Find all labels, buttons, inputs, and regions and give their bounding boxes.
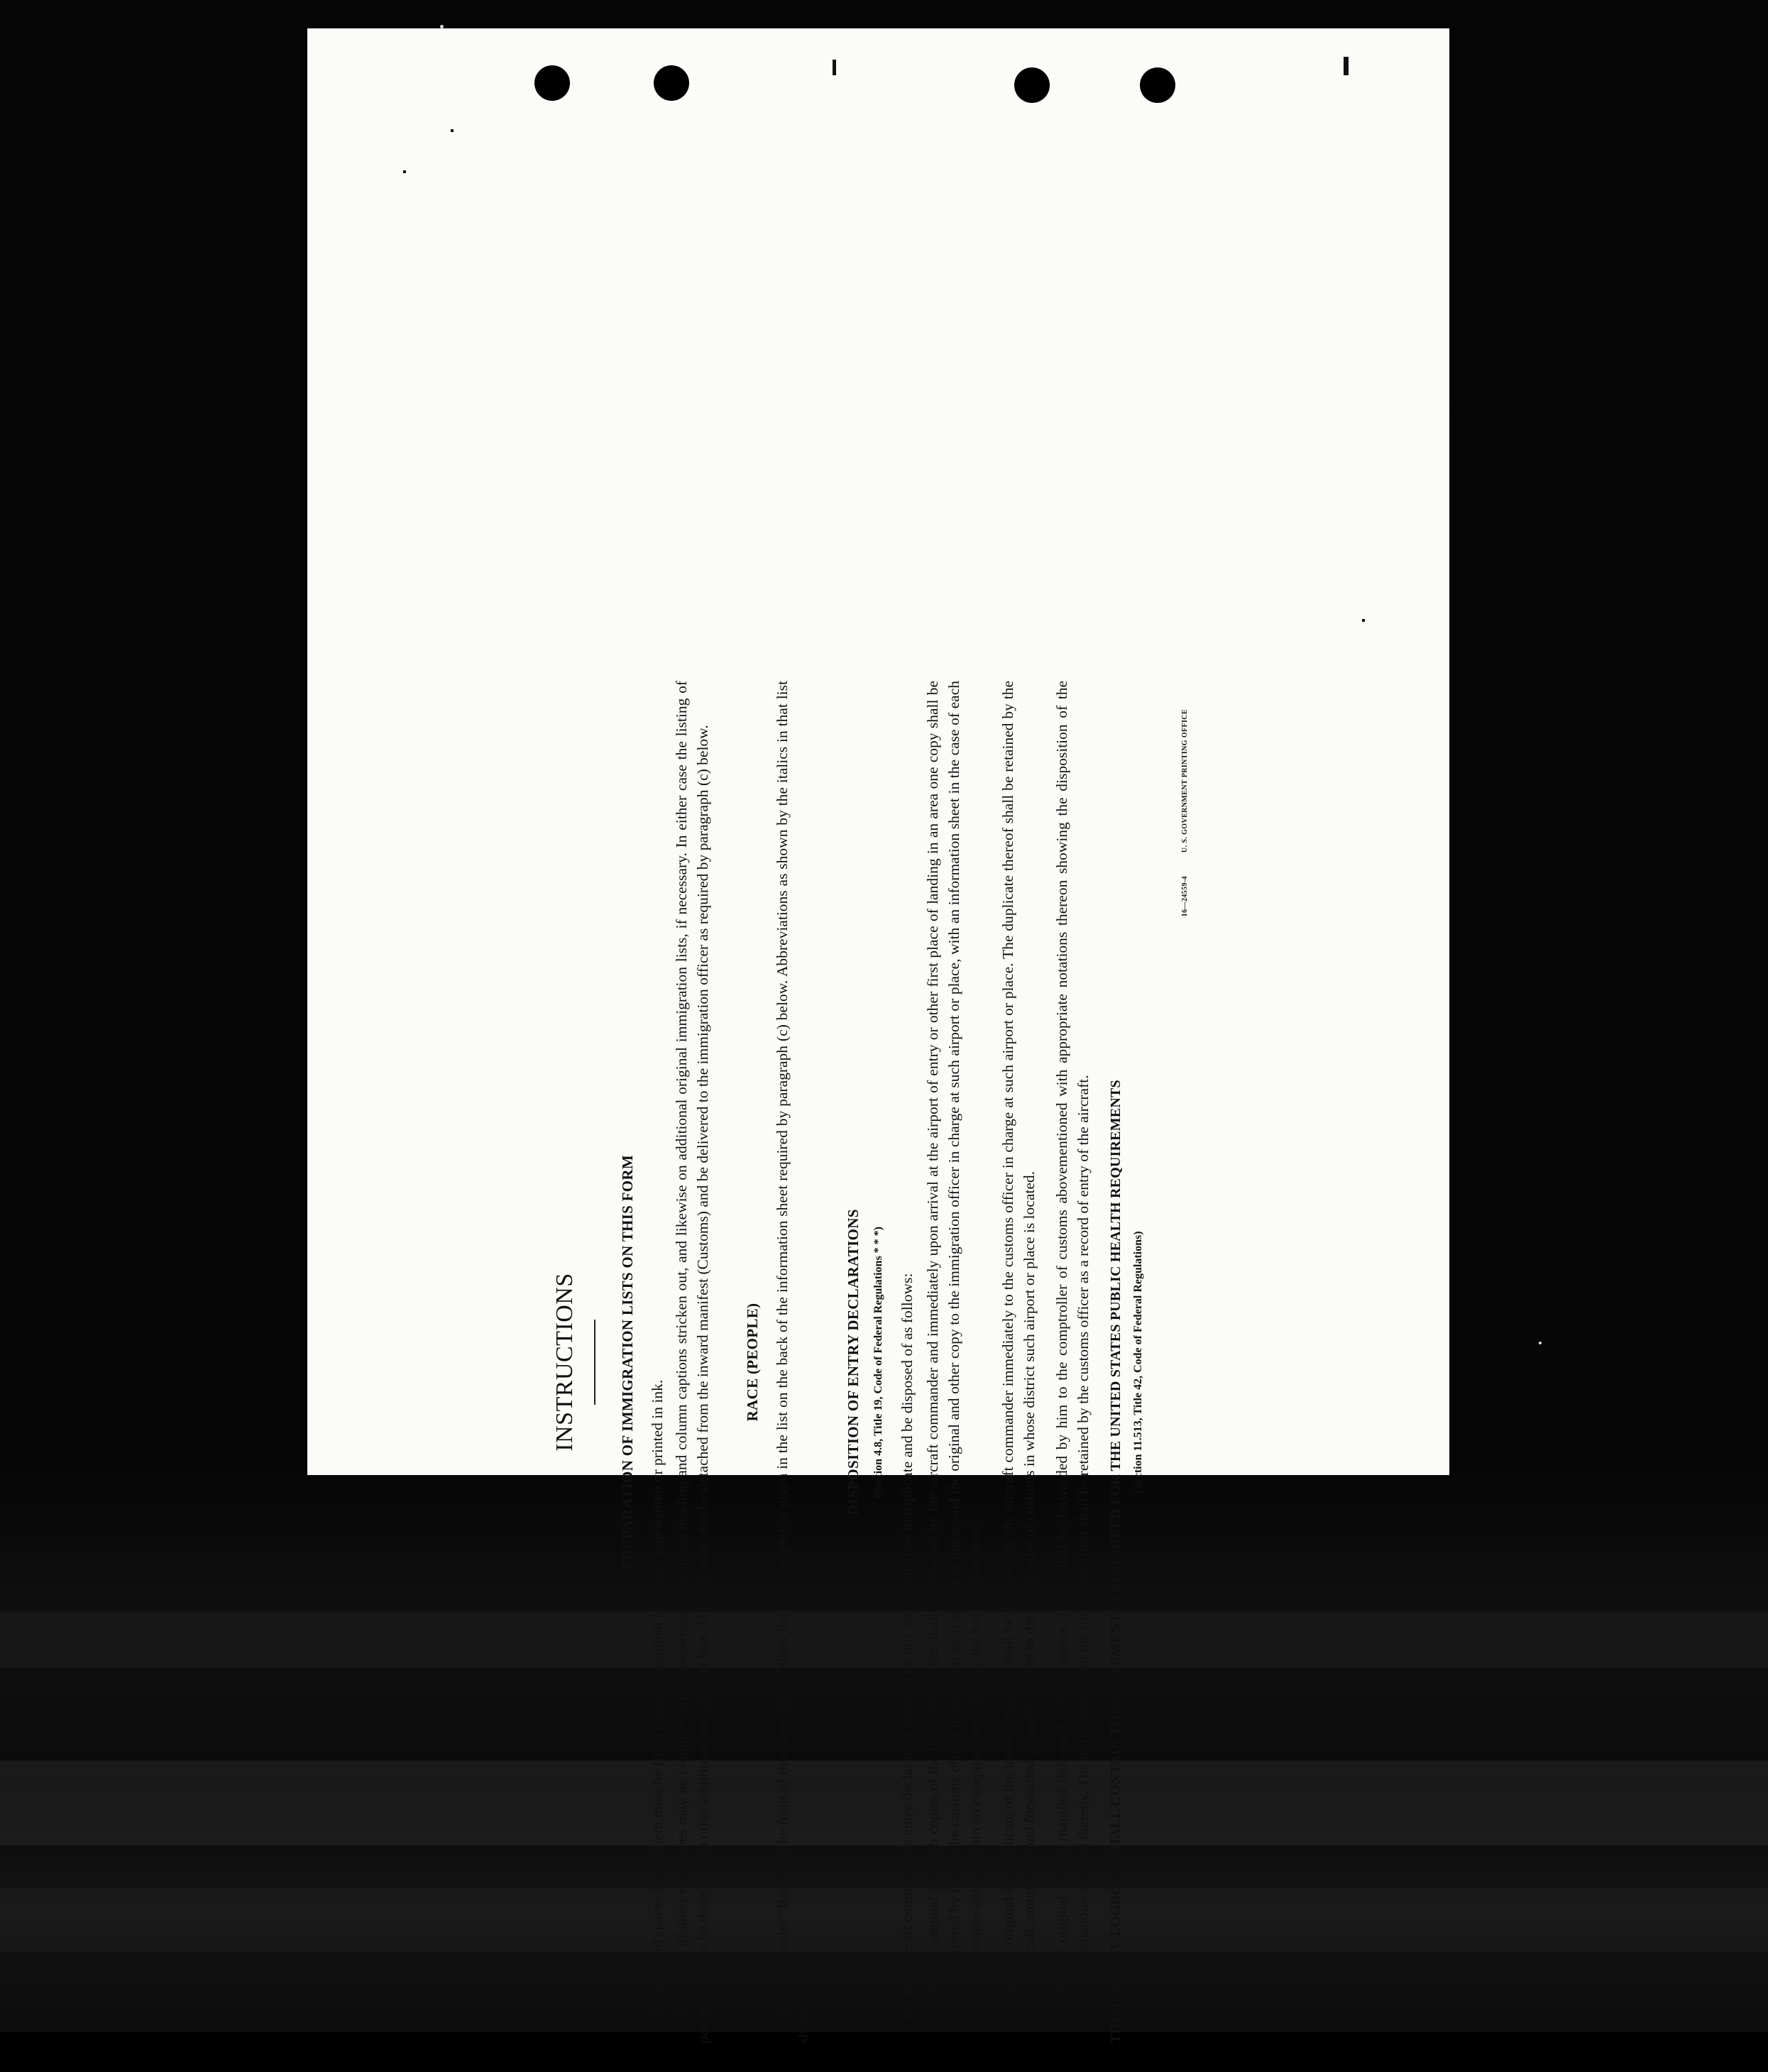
form-number: 16—24559-4 (1181, 875, 1189, 917)
list-item (1051, 681, 1094, 2001)
paragraph-preparation-2: The listing of alien employees may be continued in the passenger list with its heading and column captions stricken out, and likewise on additional original immigration lists, if necessary. In either case the listing of passengers must be done only on other additional immigration lists. The lists must also be detached from the inward manifest (Customs) and be delivered to the immigration officer as required by paragraph (c) below. (673, 681, 711, 2044)
list-item-text: The original inward manifest delivered to the customs officer shall be forwarded by him to the comptroller of customs abovementioned with appropriate notations thereon showing the disposition of the merchandise covered thereby. The triplicate copy of the inward manifest shall be retained by the customs officer as a record of entry of the aircraft. (1053, 681, 1092, 1973)
section-heading-race: RACE (PEOPLE) (744, 1303, 761, 1422)
title-underline (594, 1320, 595, 1405)
section-subheading-disposition: (Section 4.8, Title 19, Code of Federal Regulations * * *) (872, 1226, 884, 1498)
logbook-statement: THE JOURNEY LOGBOOK SHALL CONTAIN THE STATEMENTS PRESCRIBED FOR THE UNITED STATES PUBLIC HEALTH REQUIREMENTS (1108, 1080, 1124, 2044)
list-item-number: (2) (999, 1983, 1016, 2001)
printer-imprint: U. S. GOVERNMENT PRINTING OFFICE (1181, 709, 1189, 853)
section-heading-disposition: DISPOSITION OF ENTRY DECLARATIONS (845, 1209, 862, 1515)
section-heading-preparation: PREPARATION OF IMMIGRATION LISTS ON THIS FORM (619, 1154, 636, 1570)
list-item-text: The original and both copies of the immigration lists shall be detached by the aircraft commander and immediately upon arrival at the airport of entry or other first place of landing in an area one copy shall be delivered by him to the customs officer in charge at such airport or place, and the original and other copy to the immigration officer in charge at such airport or place, with an information sheet in the case of each passenger unless within an exception prescribed on the back of that sheet. (924, 681, 984, 1973)
page-title: INSTRUCTIONS (551, 1273, 578, 1452)
punch-hole (654, 65, 689, 101)
ink-mark (1362, 619, 1365, 622)
rotated-instructions-text (529, 652, 1608, 2072)
list-item-text: The original and triplicate of the inward manifest shall be delivered by the aircraft commander immediately to the customs officer in charge at such airport or place. The duplicate thereof shall be retained by the aircraft commander and forwarded promptly by him to the comptroller of customs in whose district such airport or place is located. (999, 681, 1038, 1973)
punch-hole (1014, 67, 1050, 103)
logbook-subheading: (Section 11.513, Title 42, Code of Federal Regulations) (1132, 1231, 1144, 1493)
paragraph-disposition-intro: (c) The aircraft commander’s entry declaration required by this section shall be in triplicate and be disposed of as follows: (899, 1273, 916, 2018)
printer-footer (1175, 681, 1196, 2044)
ink-mark (451, 129, 454, 132)
paragraph-race-1: The entry under “Race” on the front of this sheet should show the race (people) as given in the list on the back of the information sheet required by paragraph (c) below. Abbreviations as shown by the italics in that list should be used. (774, 681, 812, 2044)
paragraph-preparation-1: The lists and spaces above them must be filled out in the English language, typewritten or printed in ink. (649, 1379, 666, 2018)
list-item (997, 681, 1040, 2001)
ink-mark (1344, 57, 1349, 75)
punch-hole (1140, 67, 1175, 103)
list-item (922, 681, 986, 2001)
list-item-number: (1) (924, 1983, 941, 2001)
punch-hole (534, 65, 570, 101)
ink-mark (833, 60, 836, 75)
ink-mark (403, 170, 406, 173)
list-item-number: (3) (1053, 1983, 1070, 2001)
